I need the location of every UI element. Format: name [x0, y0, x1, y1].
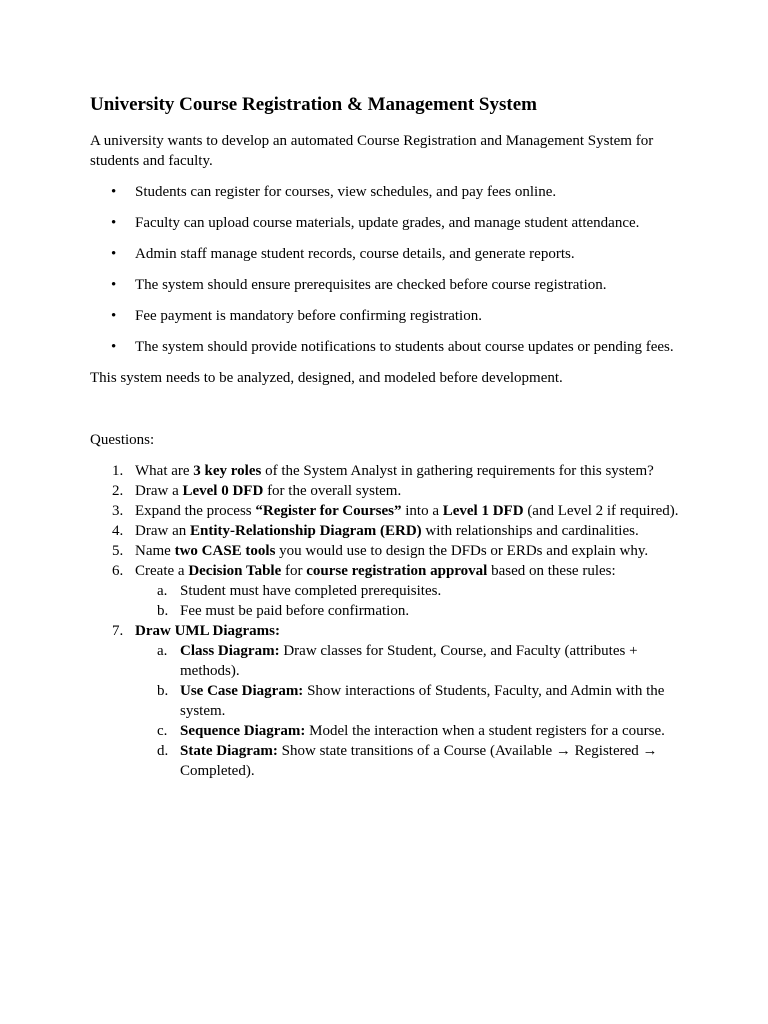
- list-item: [90, 182, 690, 202]
- requirement-text: Admin staff manage student records, course details, and generate reports.: [135, 246, 575, 262]
- question-emphasis: “Register for Courses”: [255, 503, 402, 519]
- question-text: Expand the process: [135, 503, 256, 519]
- requirement-text: Students can register for courses, view schedules, and pay fees online.: [135, 184, 557, 200]
- requirement-text: The system should ensure prerequisites are checked before course registration.: [135, 277, 607, 293]
- list-item: [90, 275, 690, 295]
- question-4: [90, 521, 690, 541]
- question-emphasis: Draw UML Diagrams:: [135, 623, 280, 639]
- question-emphasis: course registration approval: [306, 563, 488, 579]
- question-7-diagrams: [135, 641, 690, 781]
- sub-item-text: Fee must be paid before confirmation.: [180, 603, 410, 619]
- question-text: you would use to design the DFDs or ERDs and explain why.: [275, 543, 649, 559]
- question-6: [90, 561, 690, 621]
- question-text: of the System Analyst in gathering requirements for this system?: [261, 463, 654, 479]
- question-text: into a: [401, 503, 443, 519]
- question-5: [90, 541, 690, 561]
- bullet-icon: •: [111, 184, 117, 200]
- intro-paragraph: A university wants to develop an automated Course Registration and Management System for students and faculty.: [90, 133, 654, 169]
- sub-item-letter: b.: [157, 683, 169, 699]
- question-number: 4.: [112, 523, 124, 539]
- question-number: 3.: [112, 503, 124, 519]
- question-text: Draw a: [135, 483, 183, 499]
- list-item: [90, 337, 690, 357]
- question-emphasis: 3 key roles: [193, 463, 262, 479]
- requirement-text: Faculty can upload course materials, update grades, and manage student attendance.: [135, 215, 640, 231]
- bullet-icon: •: [111, 308, 117, 324]
- document-page: [90, 92, 690, 781]
- bullet-icon: •: [111, 246, 117, 262]
- question-number: 5.: [112, 543, 124, 559]
- bullet-icon: •: [111, 215, 117, 231]
- list-item: [90, 213, 690, 233]
- requirements-list: [90, 182, 690, 357]
- sub-item: [135, 721, 690, 741]
- sub-item-letter: b.: [157, 603, 169, 619]
- sub-item-text: Show state transitions of a Course (Available → Registered → Completed).: [180, 743, 658, 779]
- sub-item-letter: d.: [157, 743, 169, 759]
- sub-item-label: State Diagram:: [180, 743, 278, 759]
- sub-item-text: Model the interaction when a student registers for a course.: [305, 723, 665, 739]
- question-7: [90, 621, 690, 781]
- question-emphasis: two CASE tools: [174, 543, 276, 559]
- question-text: for the overall system.: [263, 483, 402, 499]
- sub-item: [135, 681, 690, 721]
- bullet-icon: •: [111, 339, 117, 355]
- sub-item: [135, 641, 690, 681]
- sub-item-text: Show interactions of Students, Faculty, and Admin with the system.: [180, 683, 665, 719]
- question-number: 7.: [112, 623, 124, 639]
- sub-item-label: Use Case Diagram:: [180, 683, 304, 699]
- question-text: Name: [135, 543, 175, 559]
- requirement-text: Fee payment is mandatory before confirming registration.: [135, 308, 482, 324]
- sub-item: [135, 741, 690, 781]
- document-title: University Course Registration & Management System: [90, 94, 537, 115]
- questions-heading: Questions:: [90, 432, 155, 448]
- question-emphasis: Level 1 DFD: [442, 503, 524, 519]
- question-3: [90, 501, 690, 521]
- question-text: Create a: [135, 563, 189, 579]
- question-6-rules: [135, 581, 690, 621]
- sub-item: [135, 581, 690, 601]
- sub-item-text: Draw classes for Student, Course, and Faculty (attributes + methods).: [180, 643, 638, 679]
- bullet-icon: •: [111, 277, 117, 293]
- list-item: [90, 244, 690, 264]
- sub-item-label: Class Diagram:: [180, 643, 280, 659]
- question-1: [90, 461, 690, 481]
- question-number: 1.: [112, 463, 124, 479]
- requirement-text: The system should provide notifications to students about course updates or pending fees.: [135, 339, 674, 355]
- question-emphasis: Decision Table: [188, 563, 282, 579]
- sub-item: [135, 601, 690, 621]
- question-2: [90, 481, 690, 501]
- sub-item-letter: a.: [157, 643, 168, 659]
- question-number: 6.: [112, 563, 124, 579]
- sub-item-label: Sequence Diagram:: [180, 723, 306, 739]
- closing-paragraph: This system needs to be analyzed, designed, and modeled before development.: [90, 370, 563, 386]
- question-emphasis: Entity-Relationship Diagram (ERD): [189, 523, 422, 539]
- sub-item-letter: a.: [157, 583, 168, 599]
- question-text: based on these rules:: [487, 563, 616, 579]
- question-emphasis: Level 0 DFD: [182, 483, 264, 499]
- question-text: with relationships and cardinalities.: [421, 523, 639, 539]
- list-item: [90, 306, 690, 326]
- question-text: (and Level 2 if required).: [523, 503, 679, 519]
- sub-item-letter: c.: [157, 723, 168, 739]
- sub-item-text: Student must have completed prerequisites.: [180, 583, 442, 599]
- question-text: for: [281, 563, 307, 579]
- questions-list: [90, 461, 690, 781]
- question-text: What are: [135, 463, 194, 479]
- question-text: Draw an: [135, 523, 190, 539]
- question-number: 2.: [112, 483, 124, 499]
